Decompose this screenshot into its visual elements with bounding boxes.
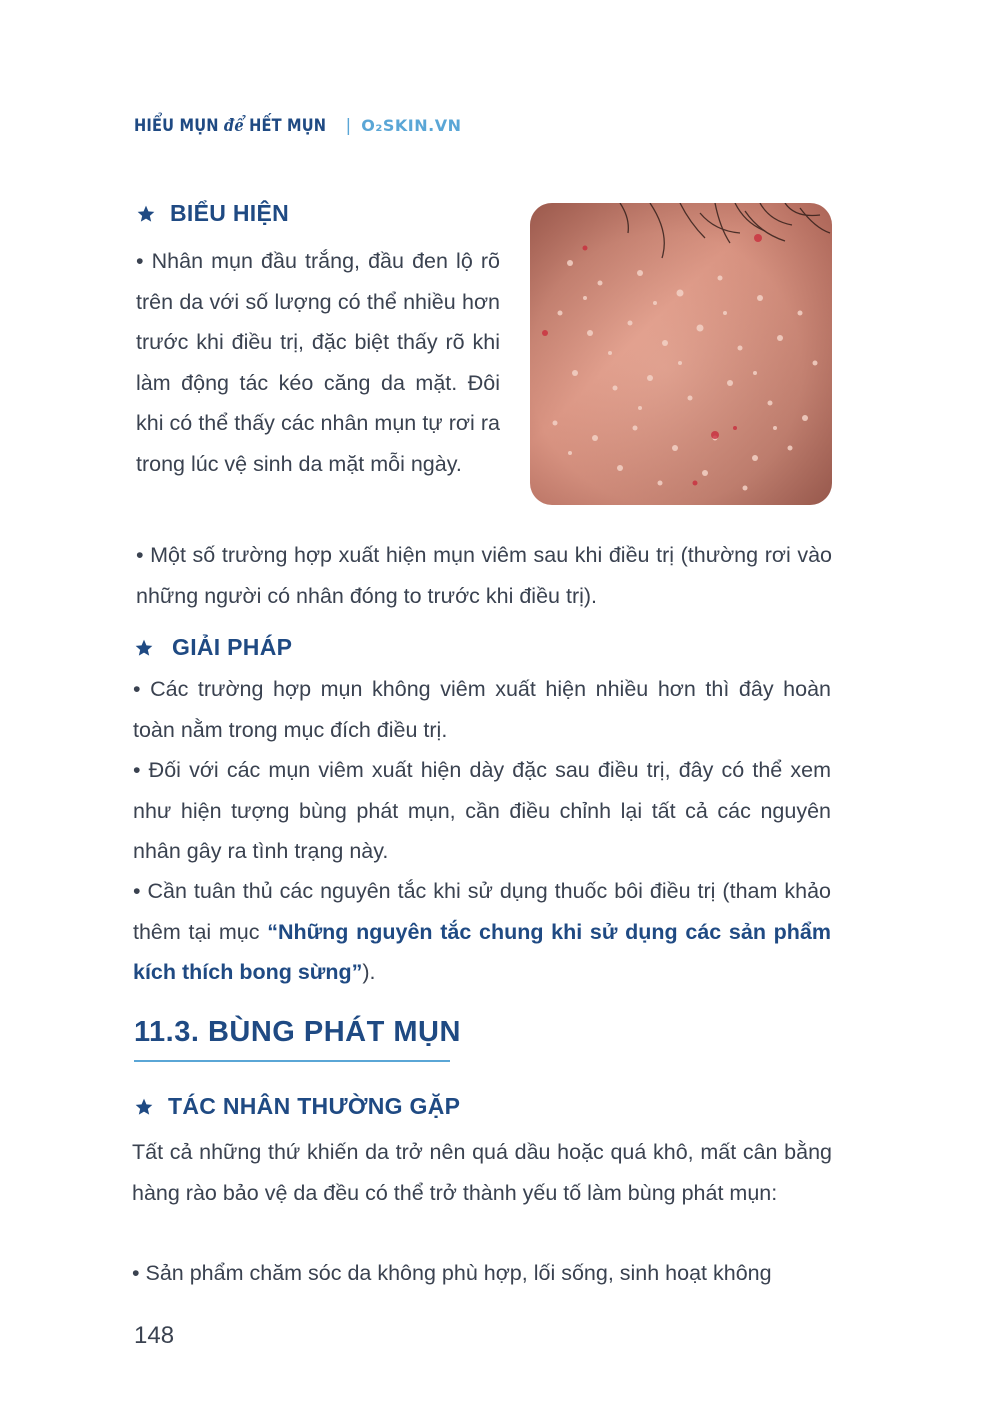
star-icon (134, 638, 154, 658)
paragraph-tac-nhan-1: Tất cả những thứ khiến da trở nên quá dầu hoặc quá khô, mất cân bằng hàng rào bảo vệ da đều có thể trở thành yếu tố làm bùng phát mụn: (132, 1140, 832, 1205)
running-header (134, 116, 461, 136)
chapter-heading: 11.3. BÙNG PHÁT MỤN (134, 1016, 461, 1048)
paragraph-bieu-hien-1: • Nhân mụn đầu trắng, đầu đen lộ rõ trên da với số lượng có thể nhiều hơn trước khi điều trị, đặc biệt thấy rõ khi làm động tác kéo căng da mặt. Đôi khi có thể thấy các nhân mụn tự rơi ra trong lúc vệ sinh da mặt mỗi ngày. (136, 249, 500, 476)
book-title-part1: HIỂU MỤN (134, 116, 219, 136)
star-icon (136, 204, 156, 224)
site-name: O₂SKIN.VN (361, 116, 462, 135)
paragraph-text: ). (362, 960, 376, 984)
section-heading-bieu-hien (136, 200, 289, 227)
cross-reference-link-text: “Những nguyên tắc chung khi sử dụng các sản phẩm kích thích bong sừng” (133, 919, 831, 984)
paragraph-bieu-hien-2: • Một số trường hợp xuất hiện mụn viêm sau khi điều trị (thường rơi vào những người có nhân đóng to trước khi điều trị). (136, 543, 832, 608)
book-title-part3: HẾT MỤN (249, 116, 327, 136)
heading-underline (134, 1060, 450, 1062)
section-title: TÁC NHÂN THƯỜNG GẶP (168, 1093, 461, 1119)
section-title: BIỂU HIỆN (170, 200, 289, 226)
section-heading-giai-phap (134, 634, 292, 661)
header-separator: | (345, 116, 352, 136)
page-number: 148 (134, 1322, 175, 1349)
skin-photo-illustration (530, 203, 832, 505)
book-title (134, 116, 326, 136)
paragraph-giai-phap-1: • Các trường hợp mụn không viêm xuất hiện nhiều hơn thì đây hoàn toàn nằm trong mục đích điều trị. (133, 677, 831, 742)
section-heading-tac-nhan (134, 1093, 460, 1120)
paragraph-tac-nhan-2: • Sản phẩm chăm sóc da không phù hợp, lối sống, sinh hoạt không (132, 1261, 772, 1285)
paragraph-giai-phap-2: • Đối với các mụn viêm xuất hiện dày đặc sau điều trị, đây có thể xem như hiện tượng bùng phát mụn, cần điều chỉnh lại tất cả các nguyên nhân gây ra tình trạng này. (133, 758, 831, 863)
section-title: GIẢI PHÁP (172, 634, 293, 660)
skin-closeup-photo (530, 203, 832, 505)
paragraph-giai-phap-3 (133, 871, 831, 993)
book-title-part2: để (223, 116, 244, 136)
star-icon (134, 1097, 154, 1117)
paragraph-text: • Cần tuân thủ các nguyên tắc khi sử dụng thuốc bôi điều trị (tham khảo thêm tại mục (133, 879, 831, 944)
